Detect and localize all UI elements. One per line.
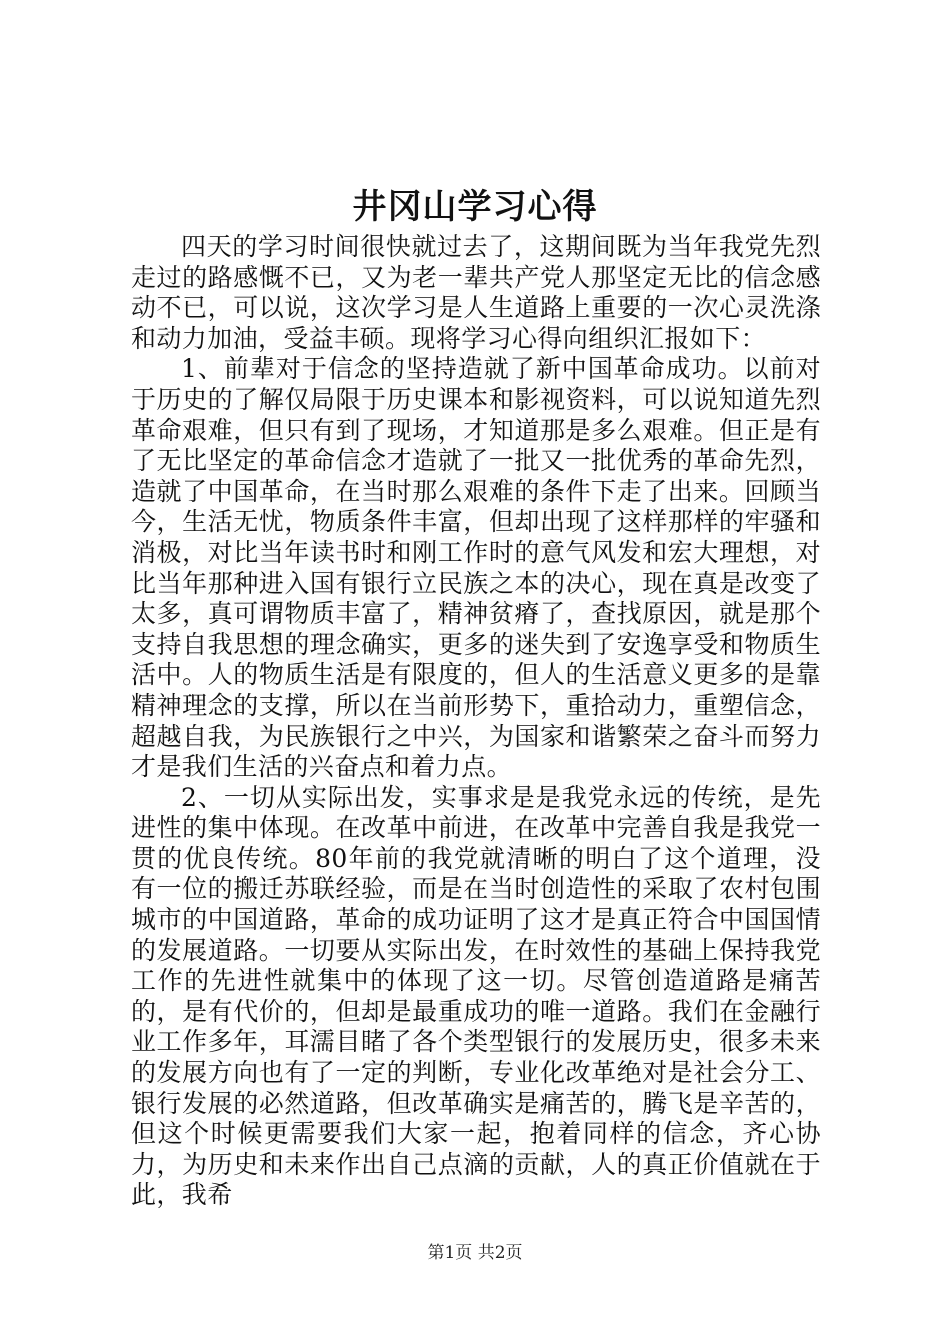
paragraph-point-1: 1、前辈对于信念的坚持造就了新中国革命成功。以前对于历史的了解仅局限于历史课本和影视资料，可以说知道先烈革命艰难，但只有到了现场，才知道那是多么艰难。但正是有了无比坚定的革命信念才造就了一批又一批优秀的革命先烈，造就了中国革命，在当时那么艰难的条件下走了出来。回顾当今，生活无忧，物质条件丰富，但却出现了这样那样的牢骚和消极，对比当年读书时和刚工作时的意气风发和宏大理想，对比当年那种进入国有银行立民族之本的决心，现在真是改变了太多，真可谓物质丰富了，精神贫瘠了，查找原因，就是那个支持自我思想的理念确实，更多的迷失到了安逸享受和物质生活中。人的物质生活是有限度的，但人的生活意义更多的是靠精神理念的支撑，所以在当前形势下，重拾动力，重塑信念，超越自我，为民族银行之中兴，为国家和谐繁荣之奋斗而努力才是我们生活的兴奋点和着力点。 xyxy=(131,354,821,782)
document-body xyxy=(131,232,821,1211)
document-title: 井冈山学习心得 xyxy=(352,187,598,227)
paragraph-intro: 四天的学习时间很快就过去了，这期间既为当年我党先烈走过的路感慨不已，又为老一辈共产党人那坚定无比的信念感动不已，可以说，这次学习是人生道路上重要的一次心灵洗涤和动力加油，受益丰硕。现将学习心得向组织汇报如下： xyxy=(131,232,821,353)
page-footer: 第1页 共2页 xyxy=(427,1243,523,1263)
paragraph-point-2: 2、一切从实际出发，实事求是是我党永远的传统，是先进性的集中体现。在改革中前进，在改革中完善自我是我党一贯的优良传统。80年前的我党就清晰的明白了这个道理，没有一位的搬迁苏联经验，而是在当时创造性的采取了农村包围城市的中国道路，革命的成功证明了这才是真正符合中国国情的发展道路。一切要从实际出发，在时效性的基础上保持我党工作的先进性就集中的体现了这一切。尽管创造道路是痛苦的，是有代价的，但却是最重成功的唯一道路。我们在金融行业工作多年，耳濡目睹了各个类型银行的发展历史，很多未来的发展方向也有了一定的判断，专业化改革绝对是社会分工、银行发展的必然道路，但改革确实是痛苦的，腾飞是辛苦的，但这个时候更需要我们大家一起，抱着同样的信念，齐心协力，为历史和未来作出自己点滴的贡献，人的真正价值就在于此，我希 xyxy=(131,782,821,1210)
